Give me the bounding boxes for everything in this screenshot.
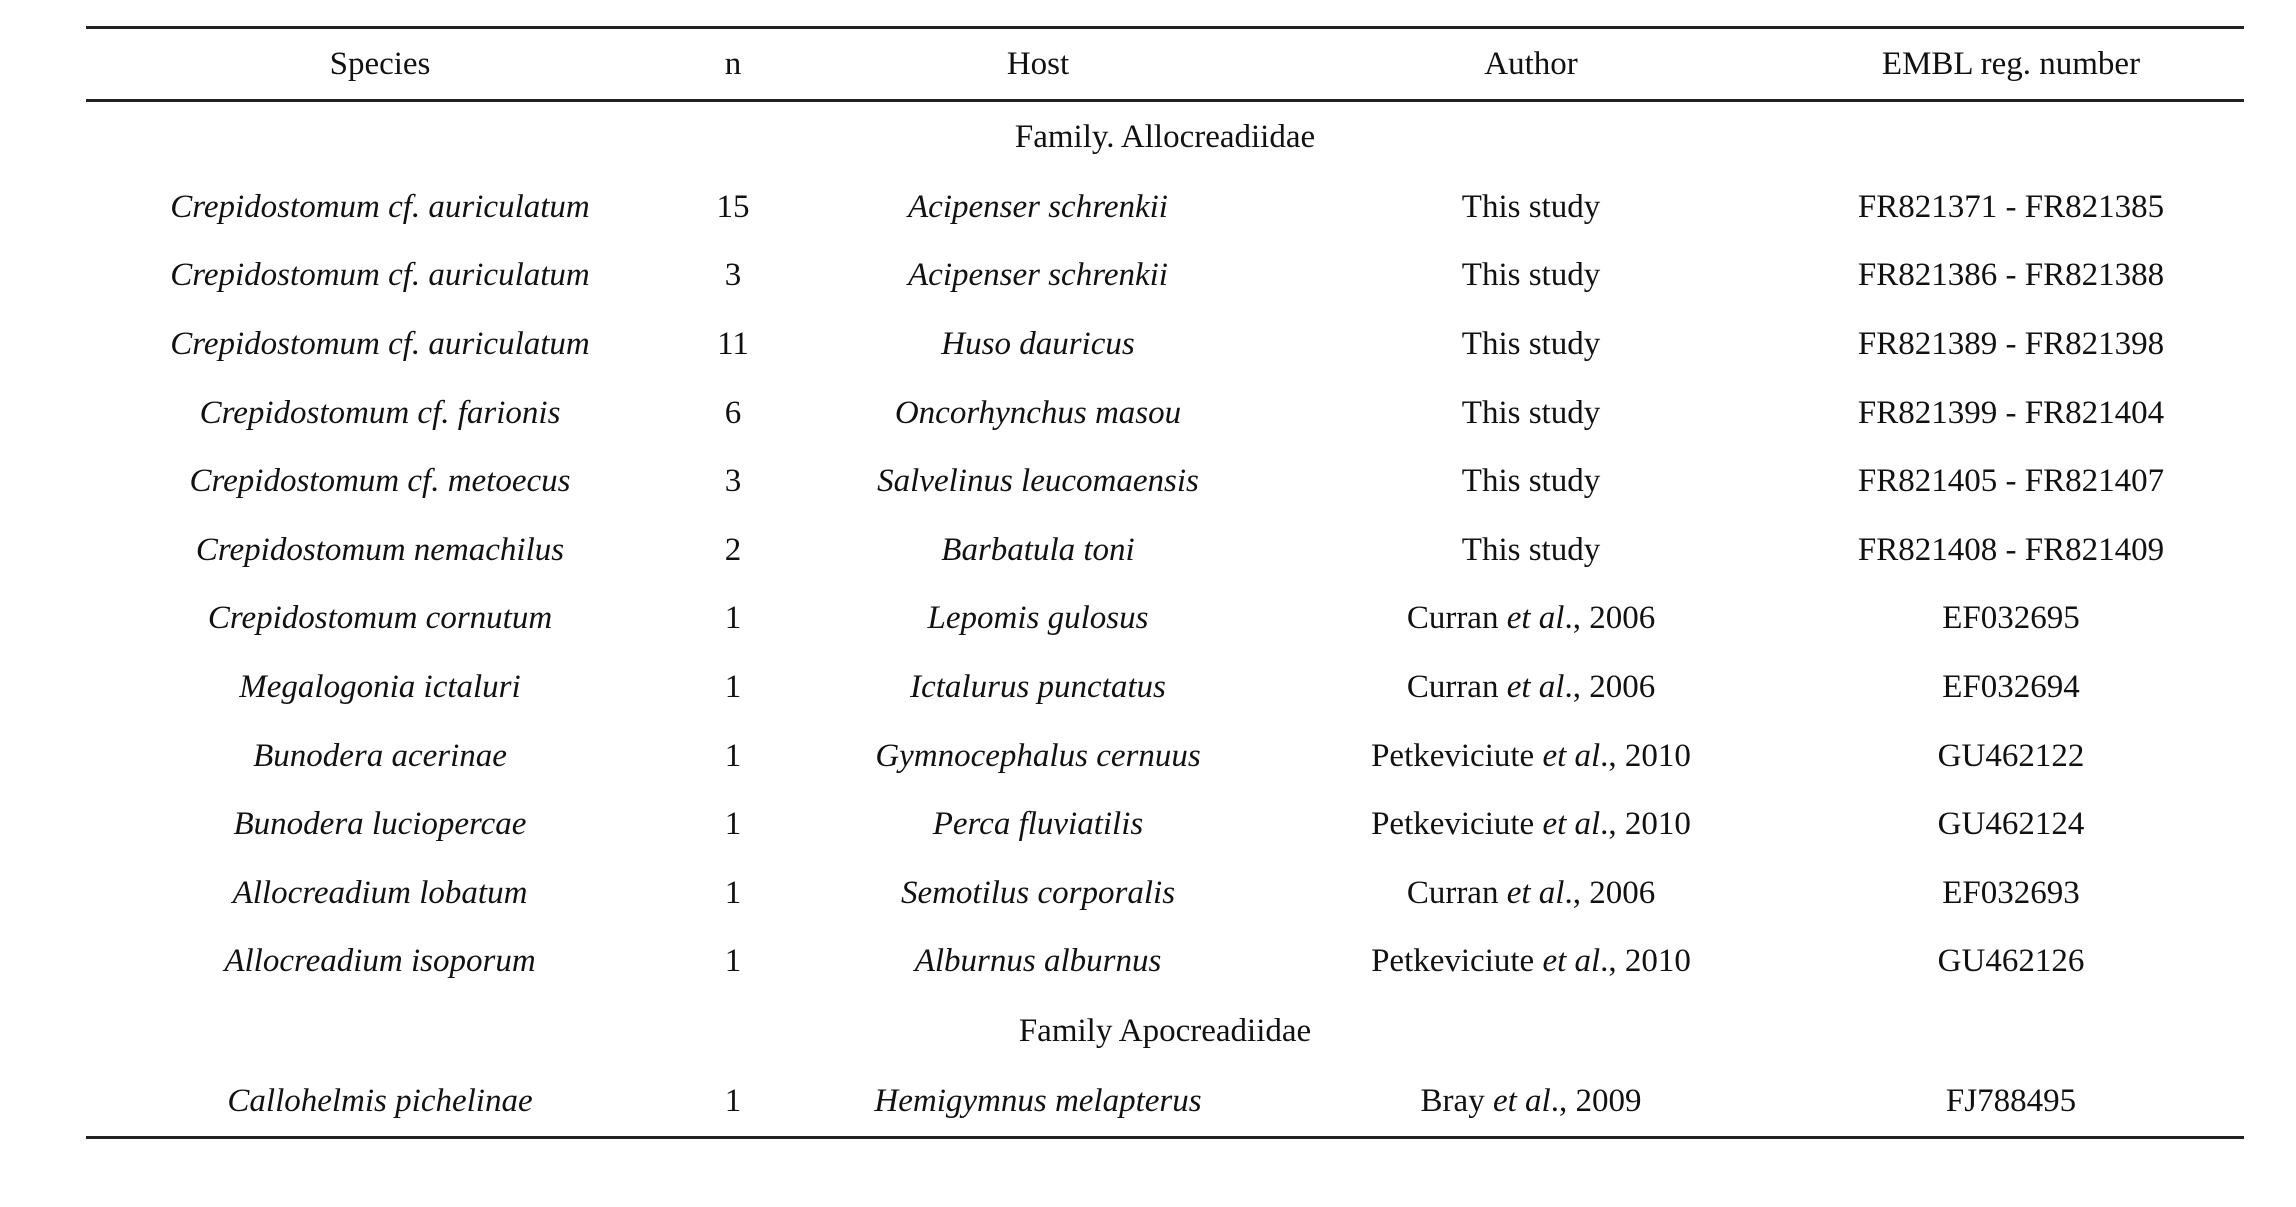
header-n: n bbox=[674, 28, 792, 101]
author-name: Petkeviciute bbox=[1371, 943, 1543, 980]
author-year: ., 2006 bbox=[1564, 668, 1656, 705]
table-row bbox=[86, 653, 2244, 722]
host-cell: Perca fluviatilis bbox=[932, 806, 1144, 843]
author-name: This study bbox=[1461, 394, 1601, 431]
author-cell bbox=[1284, 859, 1778, 928]
species-cell: Crepidostomum cf. auriculatum bbox=[170, 188, 590, 225]
species-cell: Bunodera luciopercae bbox=[233, 806, 527, 843]
embl-cell: GU462122 bbox=[1937, 737, 2085, 774]
table-row bbox=[86, 722, 2244, 791]
embl-cell: FR821389 - FR821398 bbox=[1857, 325, 2165, 362]
host-cell: Acipenser schrenkii bbox=[908, 188, 1168, 225]
host-cell: Semotilus corporalis bbox=[900, 874, 1176, 911]
n-cell: 1 bbox=[724, 943, 742, 980]
table-row bbox=[86, 173, 2244, 242]
author-year: ., 2010 bbox=[1600, 737, 1691, 774]
embl-cell: GU462126 bbox=[1937, 943, 2085, 980]
host-cell: Huso dauricus bbox=[941, 325, 1135, 362]
host-cell: Hemigymnus melapterus bbox=[792, 1067, 1284, 1137]
species-cell: Crepidostomum cornutum bbox=[207, 600, 553, 637]
n-cell: 2 bbox=[724, 531, 742, 568]
n-cell: 15 bbox=[716, 188, 750, 225]
family-row bbox=[86, 101, 2244, 174]
author-etal: et al bbox=[1542, 737, 1601, 774]
author-etal: et al bbox=[1506, 874, 1565, 911]
n-cell: 1 bbox=[724, 806, 742, 843]
author-name: Curran bbox=[1406, 874, 1507, 911]
species-cell: Bunodera acerinae bbox=[253, 737, 507, 774]
author-name: This study bbox=[1461, 463, 1601, 500]
author-cell bbox=[1284, 516, 1778, 585]
author-etal: et al bbox=[1542, 806, 1601, 843]
n-cell: 3 bbox=[724, 463, 742, 500]
n-cell: 1 bbox=[724, 600, 742, 637]
table-row bbox=[86, 242, 2244, 311]
header-author: Author bbox=[1284, 28, 1778, 101]
species-cell: Allocreadium isoporum bbox=[224, 943, 536, 980]
author-cell bbox=[1284, 790, 1778, 859]
table-row bbox=[86, 790, 2244, 859]
species-cell: Megalogonia ictaluri bbox=[239, 668, 521, 705]
author-name: This study bbox=[1461, 325, 1601, 362]
author-year: ., 2010 bbox=[1600, 943, 1691, 980]
author-cell bbox=[1284, 242, 1778, 311]
author-cell bbox=[1284, 447, 1778, 516]
embl-cell: FR821386 - FR821388 bbox=[1857, 257, 2165, 294]
host-cell: Barbatula toni bbox=[941, 531, 1135, 568]
embl-cell: FR821371 - FR821385 bbox=[1857, 188, 2165, 225]
author-name: Bray bbox=[1420, 1082, 1493, 1119]
author-cell bbox=[1284, 1067, 1778, 1137]
species-table-container bbox=[86, 26, 2244, 1139]
table-row bbox=[86, 447, 2244, 516]
n-cell: 11 bbox=[717, 325, 749, 362]
table-row bbox=[86, 585, 2244, 654]
family-row bbox=[86, 996, 2244, 1067]
species-cell: Crepidostomum cf. farionis bbox=[199, 394, 561, 431]
embl-cell: GU462124 bbox=[1937, 806, 2085, 843]
host-cell: Oncorhynchus masou bbox=[894, 394, 1182, 431]
author-cell bbox=[1284, 653, 1778, 722]
species-cell: Crepidostomum cf. auriculatum bbox=[170, 257, 590, 294]
species-cell: Crepidostomum cf. auriculatum bbox=[170, 325, 590, 362]
header-species: Species bbox=[86, 28, 674, 101]
embl-cell: EF032695 bbox=[1942, 600, 2080, 637]
table-row bbox=[86, 859, 2244, 928]
host-cell: Salvelinus leucomaensis bbox=[877, 463, 1199, 500]
host-cell: Alburnus alburnus bbox=[914, 943, 1162, 980]
n-cell: 6 bbox=[724, 394, 742, 431]
header-host: Host bbox=[792, 28, 1284, 101]
embl-cell: FR821399 - FR821404 bbox=[1857, 394, 2165, 431]
author-etal: et al bbox=[1506, 600, 1565, 637]
table-row bbox=[86, 1067, 2244, 1137]
n-cell: 1 bbox=[724, 668, 742, 705]
embl-cell: EF032694 bbox=[1942, 668, 2080, 705]
author-cell bbox=[1284, 585, 1778, 654]
author-year: ., 2010 bbox=[1600, 806, 1691, 843]
author-name: Petkeviciute bbox=[1371, 737, 1543, 774]
author-year: ., 2009 bbox=[1550, 1082, 1642, 1119]
species-cell: Callohelmis pichelinae bbox=[86, 1067, 674, 1137]
host-cell: Ictalurus punctatus bbox=[910, 668, 1166, 705]
author-cell bbox=[1284, 379, 1778, 448]
table-header bbox=[86, 28, 2244, 101]
author-name: This study bbox=[1461, 257, 1601, 294]
host-cell: Gymnocephalus cernuus bbox=[875, 737, 1201, 774]
host-cell: Acipenser schrenkii bbox=[908, 257, 1168, 294]
author-name: Curran bbox=[1406, 668, 1507, 705]
author-etal: et al bbox=[1506, 668, 1565, 705]
family-label: Family. Allocreadiidae bbox=[1014, 119, 1316, 155]
family-label: Family Apocreadiidae bbox=[1018, 1013, 1312, 1050]
species-cell: Crepidostomum cf. metoecus bbox=[189, 463, 571, 500]
embl-cell: FR821405 - FR821407 bbox=[1857, 463, 2165, 500]
author-cell bbox=[1284, 928, 1778, 997]
species-cell: Crepidostomum nemachilus bbox=[195, 531, 565, 568]
embl-cell: EF032693 bbox=[1942, 874, 2080, 911]
author-name: Curran bbox=[1406, 600, 1507, 637]
author-year: ., 2006 bbox=[1564, 874, 1656, 911]
embl-cell: FJ788495 bbox=[1778, 1067, 2244, 1137]
species-table bbox=[86, 26, 2244, 1139]
author-name: Petkeviciute bbox=[1371, 806, 1543, 843]
host-cell: Lepomis gulosus bbox=[927, 600, 1149, 637]
n-cell: 1 bbox=[724, 737, 742, 774]
n-cell: 1 bbox=[674, 1067, 792, 1137]
table-row bbox=[86, 379, 2244, 448]
author-year: ., 2006 bbox=[1564, 600, 1656, 637]
author-cell bbox=[1284, 310, 1778, 379]
header-embl: EMBL reg. number bbox=[1778, 28, 2244, 101]
author-name: This study bbox=[1461, 188, 1601, 225]
table-row bbox=[86, 928, 2244, 997]
author-etal: et al bbox=[1492, 1082, 1551, 1119]
table-row bbox=[86, 310, 2244, 379]
author-cell bbox=[1284, 173, 1778, 242]
author-name: This study bbox=[1461, 531, 1601, 568]
species-cell: Allocreadium lobatum bbox=[232, 874, 528, 911]
author-etal: et al bbox=[1542, 943, 1601, 980]
header-row bbox=[86, 28, 2244, 101]
table-body bbox=[86, 101, 2244, 1138]
author-cell bbox=[1284, 722, 1778, 791]
table-row bbox=[86, 516, 2244, 585]
embl-cell: FR821408 - FR821409 bbox=[1857, 531, 2165, 568]
n-cell: 1 bbox=[724, 874, 742, 911]
n-cell: 3 bbox=[724, 257, 742, 294]
